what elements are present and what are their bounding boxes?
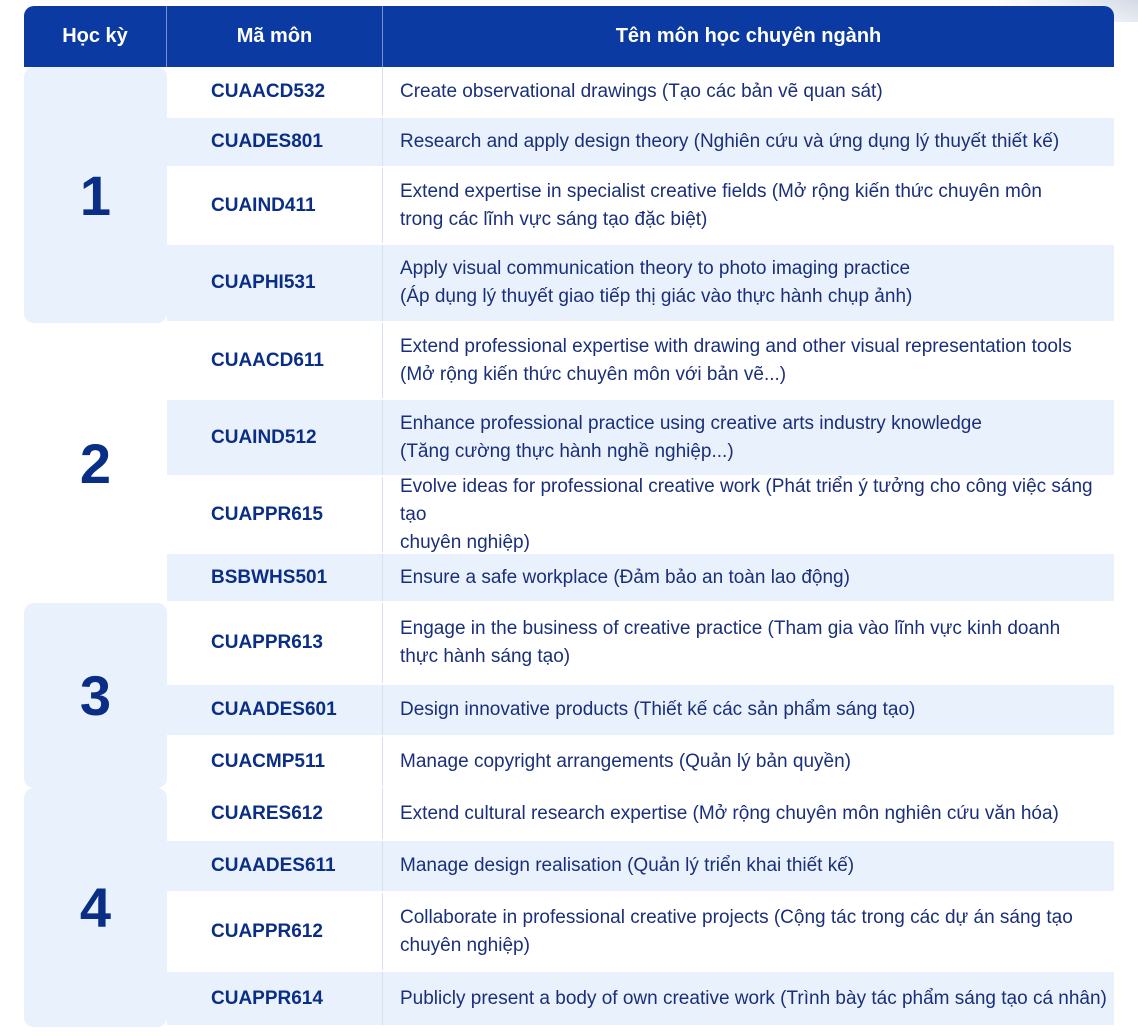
- table-row: [167, 685, 1114, 737]
- table-row: [167, 841, 1114, 893]
- semester-group-2: [24, 323, 1114, 603]
- course-code: CUAACD611: [167, 323, 383, 398]
- course-name: Enhance professional practice using creative arts industry knowledge (Tăng cường thực hành nghề nghiệp...): [400, 412, 982, 462]
- semester-number: 2: [24, 323, 167, 603]
- header-semester: Học kỳ: [24, 6, 167, 67]
- course-code: CUAPPR612: [167, 893, 383, 970]
- course-code: CUAADES601: [167, 685, 383, 735]
- table-row: [167, 245, 1114, 323]
- course-code: BSBWHS501: [167, 554, 383, 601]
- table-row: [167, 893, 1114, 972]
- table-header: [24, 6, 1114, 67]
- course-code: CUADES801: [167, 118, 383, 166]
- course-name: Publicly present a body of own creative work (Trình bày tác phẩm sáng tạo cá nhân): [400, 987, 1107, 1009]
- semester-group-1: [24, 67, 1114, 323]
- table-row: [167, 788, 1114, 841]
- course-name: Design innovative products (Thiết kế các sản phẩm sáng tạo): [400, 699, 916, 720]
- course-name: Extend cultural research expertise (Mở rộng chuyên môn nghiên cứu văn hóa): [400, 802, 1059, 824]
- course-code: CUAPHI531: [167, 245, 383, 321]
- table-row: [167, 554, 1114, 603]
- course-code: CUAIND512: [167, 400, 383, 475]
- course-code: CUAADES611: [167, 841, 383, 891]
- course-name: Evolve ideas for professional creative work (Phát triển ý tưởng cho công việc sáng tạo chuyên nghiệp): [400, 475, 1093, 553]
- course-code: CUAIND411: [167, 168, 383, 243]
- course-name: Ensure a safe workplace (Đảm bảo an toàn lao động): [400, 566, 850, 588]
- table-row: [167, 400, 1114, 477]
- table-row: [167, 67, 1114, 118]
- table-row: [167, 972, 1114, 1027]
- course-code: CUAPPR614: [167, 972, 383, 1025]
- course-name: Apply visual communication theory to photo imaging practice (Áp dụng lý thuyết giao tiếp thị giác vào thực hành chụp ảnh): [400, 258, 913, 307]
- semester-number: 1: [24, 67, 167, 323]
- course-code: CUAPPR615: [167, 477, 383, 552]
- course-name: Manage design realisation (Quản lý triển khai thiết kế): [400, 855, 855, 876]
- course-code: CUAACD532: [167, 67, 383, 116]
- table-row: [167, 737, 1114, 788]
- semester-group-3: [24, 603, 1114, 788]
- course-code: CUARES612: [167, 788, 383, 839]
- header-course-code: Mã môn: [167, 6, 383, 67]
- table-row: [167, 603, 1114, 685]
- semester-number: 4: [24, 788, 167, 1027]
- table-row: [167, 477, 1114, 554]
- table-body: [24, 67, 1114, 1027]
- table-row: [167, 118, 1114, 168]
- header-course-name: Tên môn học chuyên ngành: [615, 25, 882, 47]
- semester-group-4: [24, 788, 1114, 1027]
- table-row: [167, 323, 1114, 400]
- course-name: Research and apply design theory (Nghiên cứu và ứng dụng lý thuyết thiết kế): [400, 131, 1060, 152]
- course-code: CUACMP511: [167, 737, 383, 786]
- course-name: Manage copyright arrangements (Quản lý bản quyền): [400, 750, 851, 772]
- course-name: Extend professional expertise with drawing and other visual representation tools (Mở rộng kiến thức chuyên môn với bản vẽ...): [400, 335, 1072, 385]
- course-name: Engage in the business of creative practice (Tham gia vào lĩnh vực kinh doanh thực hành sáng tạo): [400, 618, 1061, 667]
- semester-number: 3: [24, 603, 167, 788]
- course-name: Extend expertise in specialist creative fields (Mở rộng kiến thức chuyên môn trong các lĩnh vực sáng tạo đặc biệt): [400, 180, 1042, 230]
- course-code: CUAPPR613: [167, 603, 383, 683]
- course-name: Create observational drawings (Tạo các bản vẽ quan sát): [400, 80, 883, 102]
- curriculum-table: [24, 6, 1114, 1027]
- table-row: [167, 168, 1114, 245]
- course-name: Collaborate in professional creative projects (Cộng tác trong các dự án sáng tạo chuyên nghiệp): [400, 906, 1073, 956]
